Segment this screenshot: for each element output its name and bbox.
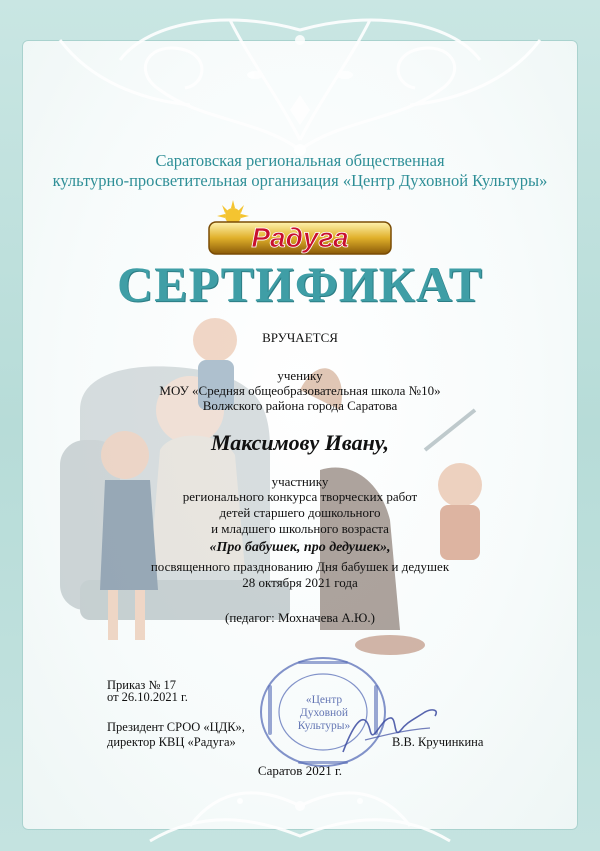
recipient-name: Максимову Ивану, xyxy=(211,430,389,455)
participant-label: участнику xyxy=(271,474,329,489)
president-title: Президент СРОО «ЦДК», xyxy=(107,720,245,734)
raduga-logo xyxy=(205,200,395,258)
contest-description-line3: и младшего школьного возраста xyxy=(211,521,389,536)
svg-text:Радуга: Радуга xyxy=(251,222,349,253)
recipient-school: МОУ «Средняя общеобразовательная школа №10» xyxy=(159,383,441,398)
handwritten-signature xyxy=(335,700,445,760)
recipient-district: Волжского района города Саратова xyxy=(202,398,398,413)
contest-description-line2: детей старшего дошкольного xyxy=(219,505,381,520)
director-title: директор КВЦ «Радуга» xyxy=(107,735,236,749)
order-date: от 26.10.2021 г. xyxy=(107,690,188,704)
recipient-role: ученику xyxy=(277,368,323,383)
top-ornament-decoration xyxy=(0,0,600,175)
contest-date: 28 октября 2021 года xyxy=(242,575,358,590)
awarded-label: ВРУЧАЕТСЯ xyxy=(262,330,338,345)
bottom-ornament-decoration xyxy=(0,766,600,851)
signer-name: В.В. Кручинкина xyxy=(392,735,484,749)
teacher-credit: (педагог: Мохначева А.Ю.) xyxy=(225,610,375,625)
place-year: Саратов 2021 г. xyxy=(257,763,343,778)
certificate-title: СЕРТИФИКАТ xyxy=(116,256,483,312)
contest-name: «Про бабушек, про дедушек», xyxy=(209,540,391,555)
contest-description-line1: регионального конкурса творческих работ xyxy=(182,489,418,504)
contest-dedication: посвященного празднованию Дня бабушек и дедушек xyxy=(150,559,450,574)
stamp-center-text: «Центр Духовной Культуры» xyxy=(297,694,351,732)
order-number: Приказ № 17 xyxy=(107,678,177,692)
organization-name-line1: Саратовская региональная общественная xyxy=(155,151,445,170)
organization-name-line2: культурно-просветительная организация «Центр Духовной Культуры» xyxy=(52,171,548,190)
